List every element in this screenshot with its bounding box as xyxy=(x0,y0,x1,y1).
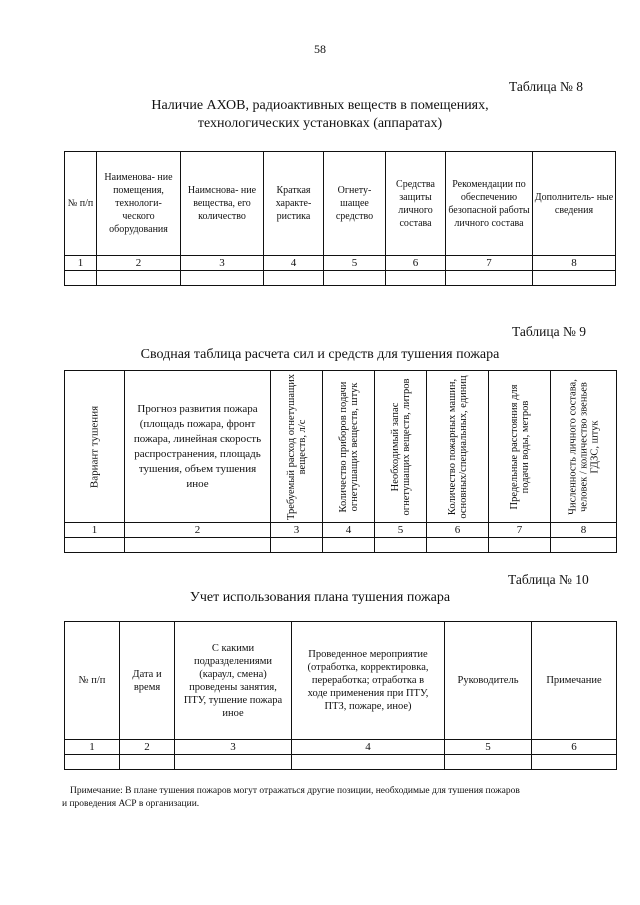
table10-empty-cell xyxy=(445,755,532,770)
table9-header-cell xyxy=(323,371,375,523)
table10-number-cell: 6 xyxy=(532,740,617,755)
table10-header-cell: С какими подразделениями (караул, смена) проведены занятия, ПТУ, тушение пожара иное xyxy=(175,622,292,740)
table8-number-cell: 1 xyxy=(65,256,97,271)
footnote-line2: и проведения АСР в организации. xyxy=(62,799,200,809)
table10-caption: Таблица № 10 xyxy=(508,572,589,587)
table9-empty-cell xyxy=(271,538,323,553)
table8-empty-cell xyxy=(446,271,533,286)
table9-empty-cell xyxy=(427,538,489,553)
table9-empty-cell xyxy=(125,538,271,553)
table9-empty-cell xyxy=(551,538,617,553)
table8-empty-cell xyxy=(65,271,97,286)
table8-number-cell: 7 xyxy=(446,256,533,271)
table9-number-cell: 2 xyxy=(125,523,271,538)
table8-header-row xyxy=(65,152,616,256)
table9-empty-cell xyxy=(375,538,427,553)
table10-empty-cell xyxy=(65,755,120,770)
table10-empty-cell xyxy=(292,755,445,770)
table9-number-row xyxy=(65,523,617,538)
table9-header-cell xyxy=(65,371,125,523)
table9-header-text: Численность личного состава, человек / количество звеньев ГДЗС, штук xyxy=(567,378,600,515)
table9-number-cell: 3 xyxy=(271,523,323,538)
table10-number-cell: 5 xyxy=(445,740,532,755)
table8-header-cell: № п/п xyxy=(65,152,97,256)
table8-header-cell: Огнету- шащее средство xyxy=(324,152,386,256)
table10-header-cell: Проведенное мероприятие (отработка, корректировка, переработка; отработка в ходе применения при ПТУ, ПТЗ, пожаре, иное) xyxy=(292,622,445,740)
table8-header-cell: Наимснова- ние вещества, его количество xyxy=(181,152,264,256)
table9-header-text: Предельные расстояния для подачи воды, метров xyxy=(508,384,531,510)
table8-number-row xyxy=(65,256,616,271)
table8-empty-cell xyxy=(533,271,616,286)
table8-header-cell: Краткая характе- ристика xyxy=(264,152,324,256)
table10-empty-cell xyxy=(532,755,617,770)
table10-empty-cell xyxy=(175,755,292,770)
table8-empty-cell xyxy=(386,271,446,286)
page-number: 58 xyxy=(314,42,326,56)
table10-number-row xyxy=(65,740,617,755)
table8-header-cell: Рекомендации по обеспечению безопасной работы личного состава xyxy=(446,152,533,256)
table9-header-row xyxy=(65,371,617,523)
table10-header-cell: Примечание xyxy=(532,622,617,740)
table9-number-cell: 7 xyxy=(489,523,551,538)
table8-empty-cell xyxy=(324,271,386,286)
table9-number-cell: 1 xyxy=(65,523,125,538)
table9-header-cell xyxy=(271,371,323,523)
footnote xyxy=(62,785,615,811)
table8-number-cell: 4 xyxy=(264,256,324,271)
table9 xyxy=(64,370,617,553)
table10-empty-cell xyxy=(120,755,175,770)
table10-number-cell: 3 xyxy=(175,740,292,755)
table9-header-cell: Прогноз развития пожара (площадь пожара, фронт пожара, линейная скорость распространения, площадь тушения, объем тушения иное xyxy=(125,371,271,523)
table8-title xyxy=(60,97,580,133)
table8-number-cell: 6 xyxy=(386,256,446,271)
table8-number-cell: 8 xyxy=(533,256,616,271)
table10-header-cell: Руководитель xyxy=(445,622,532,740)
table8-empty-cell xyxy=(181,271,264,286)
table8-number-cell: 5 xyxy=(324,256,386,271)
table8-number-cell: 3 xyxy=(181,256,264,271)
table8-caption: Таблица № 8 xyxy=(509,79,583,94)
table10-header-cell: Дата и время xyxy=(120,622,175,740)
table9-title: Сводная таблица расчета сил и средств для тушения пожара xyxy=(140,347,500,362)
table9-number-cell: 5 xyxy=(375,523,427,538)
table10-title: Учет использования плана тушения пожара xyxy=(189,590,451,605)
table10-header-cell: № п/п xyxy=(65,622,120,740)
table8-title-line1: Наличие АХОВ, радиоактивных веществ в помещениях, xyxy=(151,98,489,113)
table9-header-cell xyxy=(551,371,617,523)
table9-header-text: Вариант тушения xyxy=(88,405,100,488)
table8-number-cell: 2 xyxy=(97,256,181,271)
footnote-line1: Примечание: В плане тушения пожаров могут отражаться другие позиции, необходимые для тушения пожаров xyxy=(70,786,520,796)
table9-header-text: Количество приборов подачи огнетушащих веществ, штук xyxy=(337,381,360,512)
table9-header-text: Необходимый запас огнетушащих веществ, литров xyxy=(389,378,412,515)
table10-number-cell: 4 xyxy=(292,740,445,755)
table8-empty-cell xyxy=(264,271,324,286)
table8-header-cell: Средства защиты личного состава xyxy=(386,152,446,256)
table9-number-cell: 4 xyxy=(323,523,375,538)
table8-title-line2: технологических установках (аппаратах) xyxy=(197,116,443,131)
table10-empty-row xyxy=(65,755,617,770)
table9-number-cell: 8 xyxy=(551,523,617,538)
table9-caption: Таблица № 9 xyxy=(512,324,586,339)
table8-empty-row xyxy=(65,271,616,286)
table9-empty-cell xyxy=(323,538,375,553)
table8-header-cell: Дополнитель- ные сведения xyxy=(533,152,616,256)
table9-header-cell xyxy=(375,371,427,523)
table9-empty-row xyxy=(65,538,617,553)
table9-empty-cell xyxy=(65,538,125,553)
table8 xyxy=(64,151,616,286)
table10-header-row xyxy=(65,622,617,740)
table9-number-cell: 6 xyxy=(427,523,489,538)
table8-empty-cell xyxy=(97,271,181,286)
table10-number-cell: 2 xyxy=(120,740,175,755)
table9-empty-cell xyxy=(489,538,551,553)
table9-header-text: Требуемый расход огнетушащих веществ, л/с xyxy=(285,373,308,520)
table10-number-cell: 1 xyxy=(65,740,120,755)
table9-header-cell xyxy=(489,371,551,523)
table10 xyxy=(64,621,617,770)
table8-header-cell: Наименова- ние помещения, технологи- ческого оборудования xyxy=(97,152,181,256)
table9-header-text: Количество пожарных машин, основных/специальных, единиц xyxy=(446,374,469,519)
table9-header-cell xyxy=(427,371,489,523)
